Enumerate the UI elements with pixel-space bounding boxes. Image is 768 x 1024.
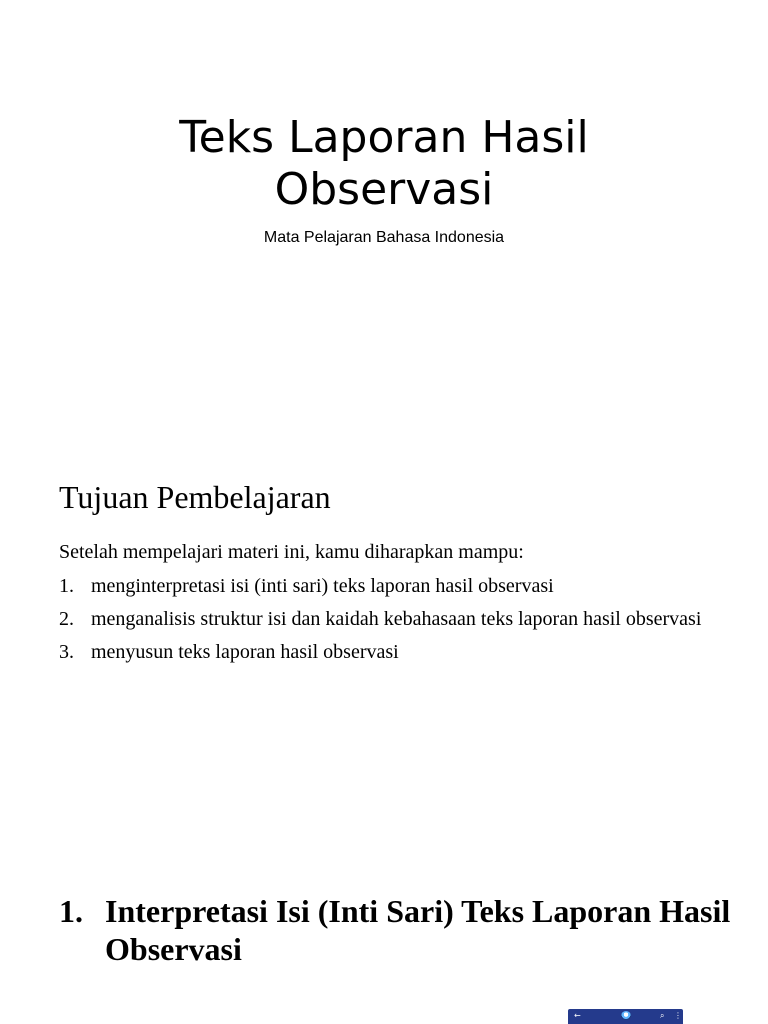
list-item-text: menganalisis struktur isi dan kaidah kebahasaan teks laporan hasil observasi <box>91 608 702 630</box>
viewer-toolbar <box>568 1009 683 1024</box>
list-item <box>59 640 719 664</box>
page-subtitle: Mata Pelajaran Bahasa Indonesia <box>263 229 505 246</box>
list-item <box>59 574 719 598</box>
section-title: Interpretasi Isi (Inti Sari) Teks Laporan Hasil Observasi <box>105 893 731 967</box>
title-slide <box>0 112 768 248</box>
search-icon[interactable]: ⌕ <box>660 1011 665 1020</box>
list-item-number: 1. <box>59 575 74 597</box>
list-item <box>59 607 719 631</box>
back-arrow-icon[interactable]: ← <box>574 1011 581 1020</box>
objectives-intro: Setelah mempelajari materi ini, kamu diharapkan mampu: <box>59 541 524 563</box>
section-heading-interpretation <box>59 892 739 968</box>
list-item-number: 3. <box>59 641 74 663</box>
section-number: 1. <box>59 893 83 929</box>
list-item-text: menginterpretasi isi (inti sari) teks laporan hasil observasi <box>91 575 554 597</box>
list-item-text: menyusun teks laporan hasil observasi <box>91 641 399 663</box>
list-item-number: 2. <box>59 608 74 630</box>
objectives-heading: Tujuan Pembelajaran <box>59 479 331 515</box>
page-title: Teks Laporan Hasil Observasi <box>179 112 589 215</box>
more-vertical-icon[interactable]: ⋮ <box>674 1011 682 1020</box>
objectives-list <box>59 574 719 664</box>
globe-logo-icon <box>621 1011 631 1020</box>
objectives-section <box>59 478 719 673</box>
